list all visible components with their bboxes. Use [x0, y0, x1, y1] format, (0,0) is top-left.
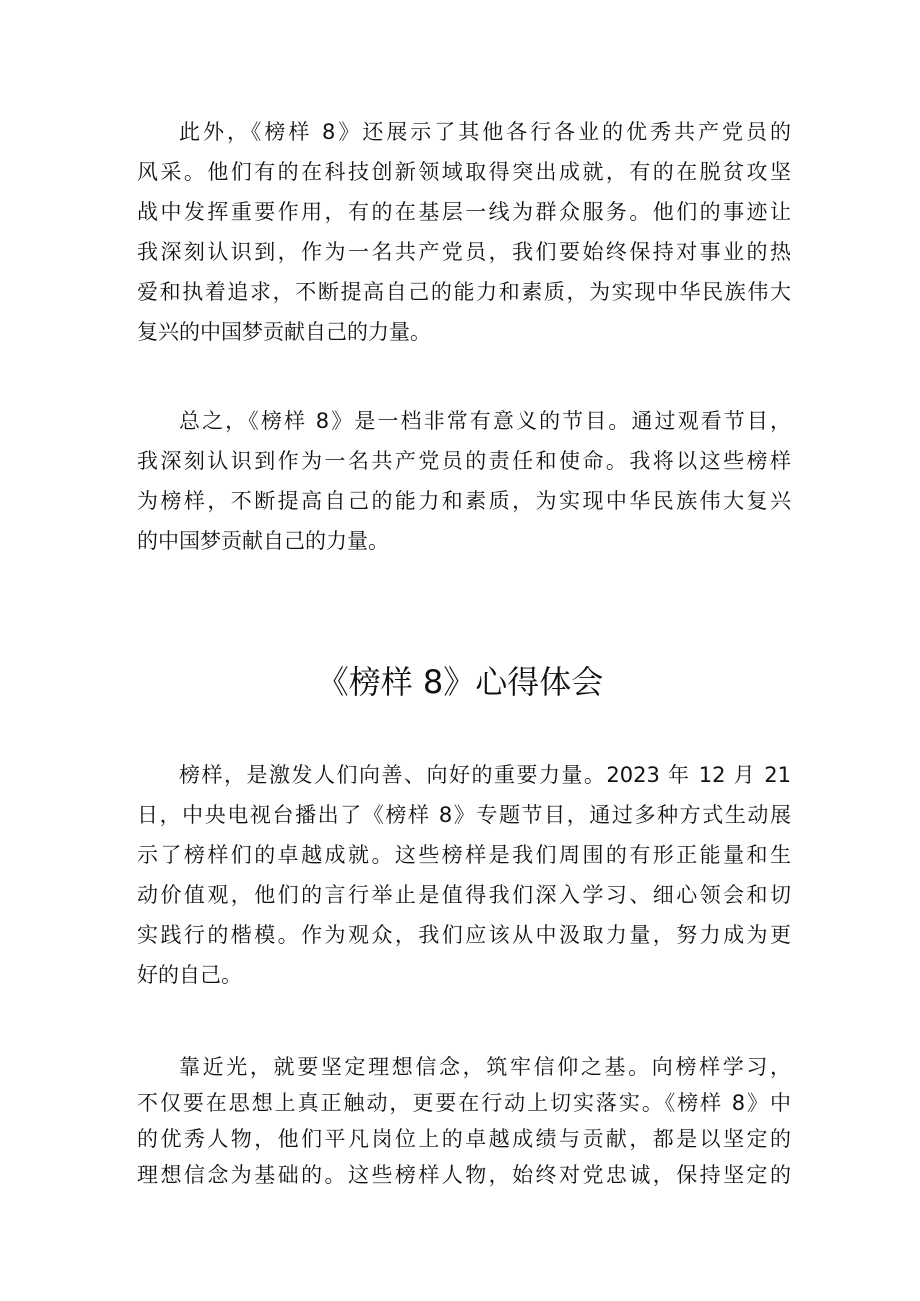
paragraph-line: 战中发挥重要作用，有的在基层一线为群众服务。他们的事迹让	[137, 200, 791, 224]
paragraph-line: 示了榜样们的卓越成就。这些榜样是我们周围的有形正能量和生	[137, 843, 791, 867]
paragraph-4	[137, 1049, 791, 1193]
paragraph-line: 靠近光，就要坚定理想信念，筑牢信仰之基。向榜样学习，	[179, 1055, 791, 1079]
paragraph-line: 日，中央电视台播出了《榜样 8》专题节目，通过多种方式生动展	[137, 803, 791, 827]
paragraph-line: 复兴的中国梦贡献自己的力量。	[137, 320, 431, 344]
paragraph-line: 风采。他们有的在科技创新领域取得突出成就，有的在脱贫攻坚	[137, 160, 791, 184]
paragraph-3	[137, 755, 791, 995]
paragraph-line: 总之，《榜样 8》是一档非常有意义的节目。通过观看节目，	[179, 409, 791, 433]
paragraph-line: 理想信念为基础的。这些榜样人物，始终对党忠诚，保持坚定的	[137, 1163, 791, 1187]
paragraph-2	[137, 401, 791, 561]
paragraph-line: 我深刻认识到，作为一名共产党员，我们要始终保持对事业的热	[137, 240, 791, 264]
paragraph-line: 为榜样，不断提高自己的能力和素质，为实现中华民族伟大复兴	[137, 489, 791, 513]
paragraph-1	[137, 112, 791, 352]
paragraph-line: 爱和执着追求，不断提高自己的能力和素质，为实现中华民族伟大	[137, 280, 791, 304]
paragraph-line: 的优秀人物，他们平凡岗位上的卓越成绩与贡献，都是以坚定的	[137, 1127, 791, 1151]
paragraph-line: 榜样，是激发人们向善、向好的重要力量。2023 年 12 月 21	[179, 763, 791, 787]
document-title: 《榜样 8》心得体会	[316, 663, 604, 701]
paragraph-line: 此外，《榜样 8》还展示了其他各行各业的优秀共产党员的	[179, 120, 791, 144]
paragraph-line: 的中国梦贡献自己的力量。	[137, 529, 389, 553]
paragraph-line: 实践行的楷模。作为观众，我们应该从中汲取力量，努力成为更	[137, 923, 791, 947]
paragraph-line: 好的自己。	[137, 963, 242, 987]
paragraph-line: 不仅要在思想上真正触动，更要在行动上切实落实。《榜样 8》中	[137, 1091, 791, 1115]
paragraph-line: 动价值观，他们的言行举止是值得我们深入学习、细心领会和切	[137, 883, 791, 907]
paragraph-line: 我深刻认识到作为一名共产党员的责任和使命。我将以这些榜样	[137, 449, 791, 473]
